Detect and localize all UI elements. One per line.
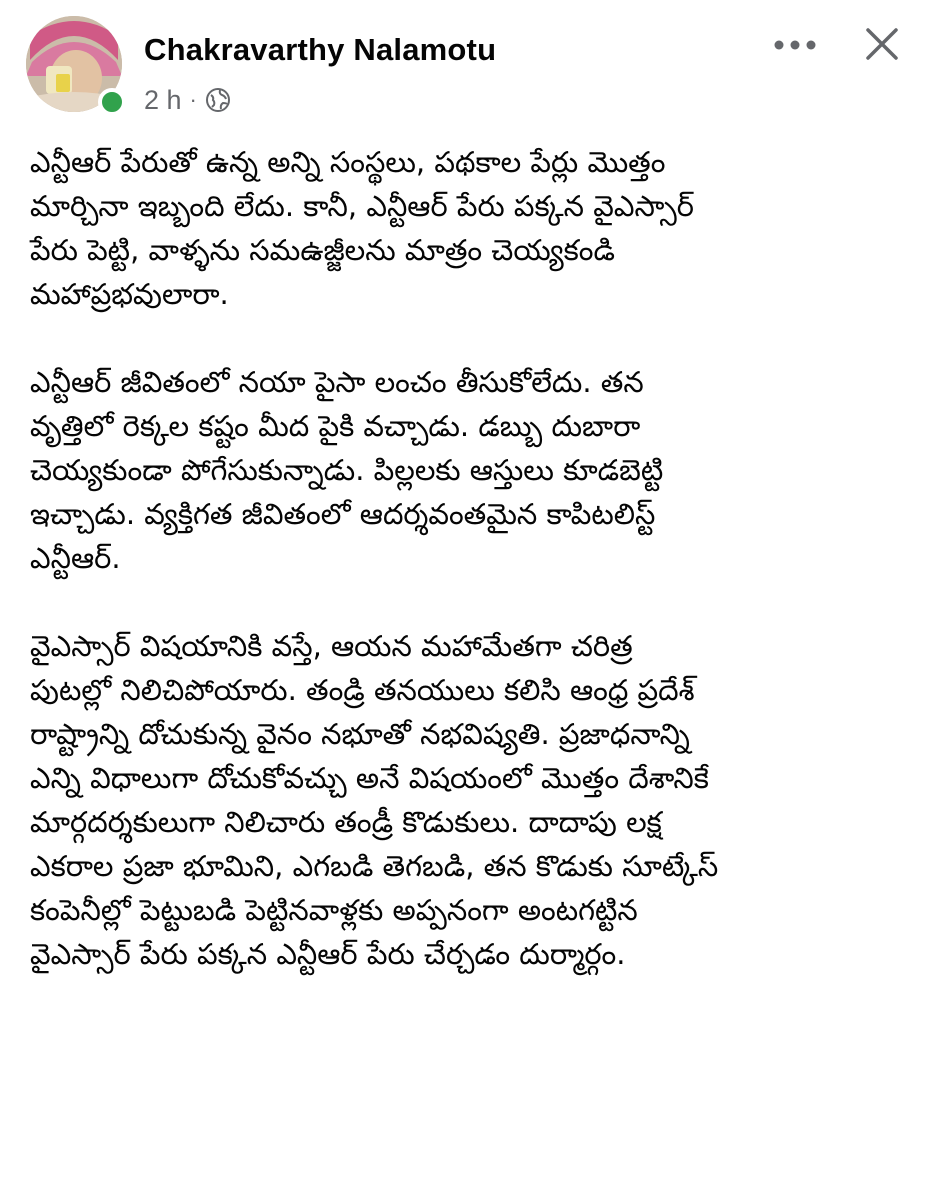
- post-paragraph: ఎన్టీఆర్ పేరుతో ఉన్న అన్ని సంస్థలు, పథకాల పేర్లు మొత్తం మార్చినా ఇబ్బంది లేదు. కానీ, ఎన్టీఆర్ పేరు పక్కన వైఎస్సార్ పేరు పెట్టి, వాళ్ళను సమఉజ్జీలను మాత్రం చెయ్యకండి మహాప్రభవులారా.: [30, 145, 694, 311]
- timestamp[interactable]: 2 h: [144, 84, 182, 115]
- avatar[interactable]: [26, 16, 122, 112]
- post-header: [0, 0, 930, 130]
- more-horizontal-icon: [772, 39, 818, 51]
- close-icon: [864, 26, 900, 62]
- post-paragraph: ఎన్టీఆర్ జీవితంలో నయా పైసా లంచం తీసుకోలేదు. తన వృత్తిలో రెక్కల కష్టం మీద పైకి వచ్చాడు. డబ్బు దుబారా చెయ్యకుండా పోగేసుకున్నాడు. పిల్లలకు ఆస్తులు కూడబెట్టి ఇచ్చాడు. వ్యక్తిగత జీవితంలో ఆదర్శవంతమైన కాపిటలిస్ట్ ఎన్టీఆర్.: [30, 365, 664, 575]
- globe-icon[interactable]: [205, 87, 231, 113]
- online-status-indicator: [98, 88, 126, 116]
- author-name[interactable]: Chakravarthy Nalamotu: [144, 32, 497, 67]
- close-button[interactable]: [860, 22, 904, 66]
- post-paragraph: వైఎస్సార్ విషయానికి వస్తే, ఆయన మహామేతగా చరిత్ర పుటల్లో నిలిచిపోయారు. తండ్రి తనయులు కలిసి ఆంధ్ర ప్రదేశ్ రాష్ట్రాన్ని దోచుకున్న వైనం నభూతో నభవిష్యతి. ప్రజాధనాన్ని ఎన్ని విధాలుగా దోచుకోవచ్చు అనే విషయంలో మొత్తం దేశానికే మార్గదర్శకులుగా నిలిచారు తండ్రీ కొడుకులు. దాదాపు లక్ష ఎకరాల ప్రజా భూమిని, ఎగబడి తెగబడి, తన కొడుకు సూట్కేస్ కంపెనీల్లో పెట్టుబడి పెట్టినవాళ్లకు అప్పనంగా అంటగట్టిన వైఎస్సార్ పేరు పక్కన ఎన్టీఆర్ పేరు చేర్చడం దుర్మార్గం.: [30, 629, 719, 971]
- more-options-button[interactable]: [772, 28, 818, 62]
- meta-separator: ·: [189, 87, 197, 112]
- post-text: [30, 140, 910, 1020]
- post-meta: [144, 82, 231, 118]
